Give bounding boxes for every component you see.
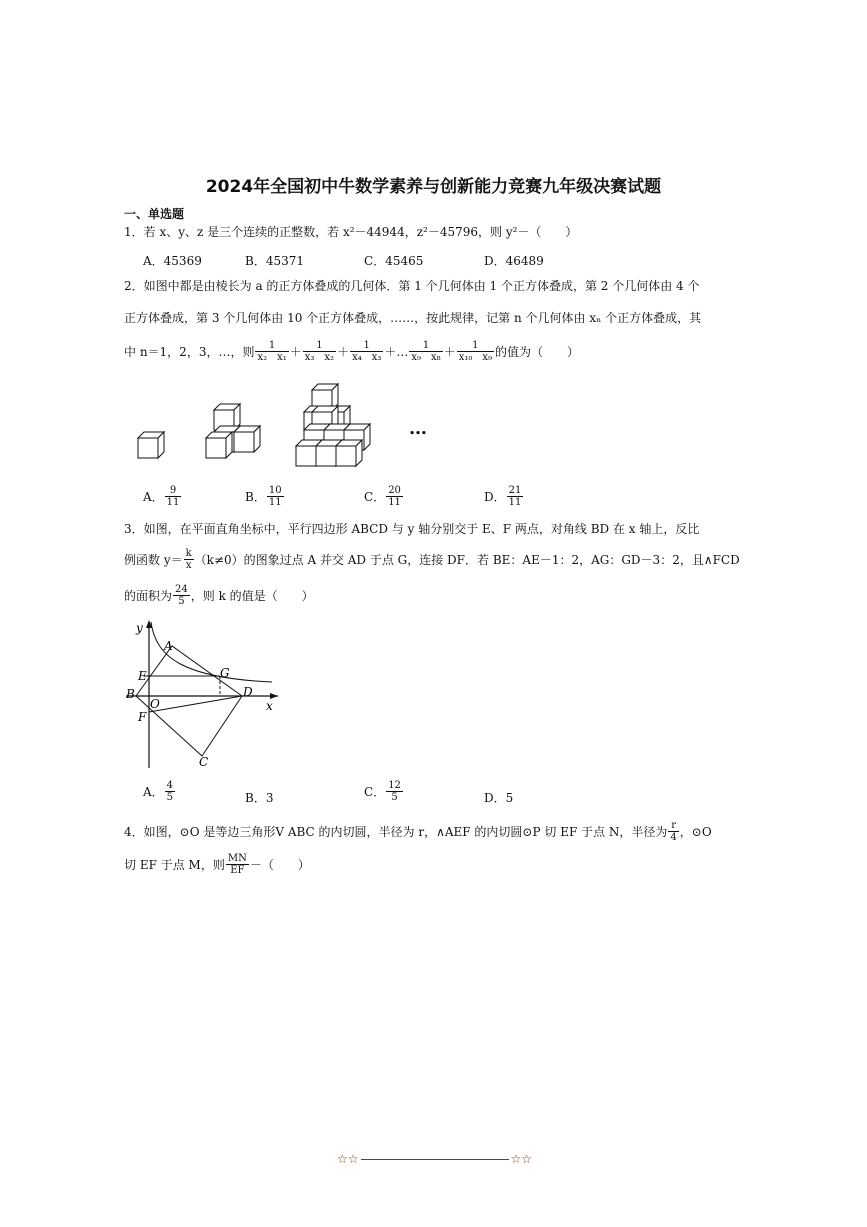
label-o: O (150, 697, 160, 711)
q2-option-b[interactable] (245, 485, 285, 508)
q3-option-b[interactable]: B．3 (245, 791, 274, 805)
cube-stack-1 (138, 432, 164, 458)
r-over-4-fraction: $\frac{r}{4}$ (670, 820, 677, 843)
option-fraction: $\frac{21}{11}$ (508, 485, 522, 508)
label-x: x (266, 699, 273, 713)
label-b: B (126, 687, 135, 701)
sequence-ellipsis: … (409, 418, 428, 439)
sum-term-3: $\frac{1}{\text{x₄ x₃}}$ (352, 340, 382, 363)
q3-text-line-1: 如图，在平面直角坐标中，平行四边形 ABCD 与 y 轴分别交于 E、F 两点，对角线 BD 在 x 轴上，反比 (143, 522, 700, 536)
mn-over-ef-fraction: $\frac{MN}{EF}$ (227, 853, 247, 876)
q3-option-a[interactable] (143, 780, 176, 803)
q3-line3-suffix: ，则 k 的值是（ ） (190, 588, 314, 603)
q3-line2-prefix: 例函数 y＝ (124, 552, 183, 567)
q4-line1-suffix: ，⊙O (679, 824, 712, 839)
option-fraction: $\frac{12}{5}$ (388, 780, 401, 803)
q3-line2-suffix: （k≠0）的图象过点 A 并交 AD 于点 G，连接 DF．若 BE：AE－1：2，AG：GD－3：2，且∧FCD (194, 552, 740, 567)
sum-term-4: $\frac{1}{\text{x₉ x₈}}$ (411, 340, 441, 363)
option-label: B． (245, 490, 266, 504)
label-y: y (136, 621, 143, 635)
q1-number: 1． (124, 225, 144, 239)
label-e: E (138, 669, 147, 683)
q1-option-c[interactable]: C．45465 (364, 254, 424, 268)
label-c: C (199, 755, 209, 769)
q3-line3-prefix: 的面积为 (124, 588, 173, 603)
q3-option-c[interactable] (364, 780, 404, 803)
option-label: A． (143, 785, 164, 799)
label-a: A (164, 639, 173, 653)
section-heading: 一、单选题 (124, 207, 185, 221)
option-fraction: $\frac{10}{11}$ (268, 485, 282, 508)
question-2-line-3 (124, 340, 579, 363)
question-1 (124, 224, 577, 240)
label-g: G (220, 666, 230, 680)
plus-sign: ＋ (443, 344, 456, 359)
q4-line2-prefix: 切 EF 于点 M，则 (124, 857, 225, 872)
plus-ellipsis: ＋… (384, 344, 409, 359)
q1-option-a[interactable]: A．45369 (143, 254, 202, 268)
q2-line3-prefix: 中 n＝1，2，3，…，则 (124, 344, 255, 359)
option-label: C． (364, 785, 386, 799)
area-fraction: $\frac{24}{5}$ (175, 584, 188, 607)
question-3-line-3 (124, 584, 314, 607)
question-2-line-2: 正方体叠成，第 3 个几何体由 10 个正方体叠成，……，按此规律，记第 n 个几何体由 xₙ 个正方体叠成，其 (124, 311, 702, 325)
parallelogram-figure (124, 618, 284, 773)
label-d: D (243, 685, 253, 699)
q1-option-d[interactable]: D．46489 (484, 254, 544, 268)
question-4-line-2 (124, 853, 310, 876)
plus-sign: ＋ (289, 344, 302, 359)
cube-stack-2 (206, 404, 260, 458)
q2-option-a[interactable] (143, 485, 182, 508)
page-title: 2024年全国初中牛数学素养与创新能力竞赛九年级决赛试题 (205, 177, 662, 197)
q4-line2-suffix: －（ ） (249, 857, 310, 872)
q2-line3-suffix: 的值为（ ） (495, 344, 580, 359)
q3-number: 3． (124, 522, 144, 536)
question-3-line-2 (124, 548, 740, 571)
question-4-line-1 (124, 820, 712, 843)
option-label: D． (484, 490, 506, 504)
option-fraction: $\frac{4}{5}$ (166, 780, 174, 803)
label-f: F (138, 710, 147, 724)
question-2-line-1 (124, 278, 699, 294)
plus-sign: ＋ (337, 344, 350, 359)
q1-text: 若 x、y、z 是三个连续的正整数，若 x²－44944，z²－45796，则 y²－（ ） (143, 225, 578, 239)
cube-stack-3 (296, 384, 370, 466)
option-fraction: $\frac{20}{11}$ (388, 485, 401, 508)
k-over-x-fraction: $\frac{k}{x}$ (185, 548, 192, 571)
footer-right-stars: ☆☆ (510, 1152, 533, 1166)
option-label: A． (143, 490, 164, 504)
q2-option-c[interactable] (364, 485, 404, 508)
cube-stacks-figure (130, 380, 430, 475)
question-3-line-1 (124, 521, 699, 537)
q2-option-d[interactable] (484, 485, 524, 508)
q4-line1-prefix: 如图，⊙O 是等边三角形V ABC 的内切圆，半径为 r，∧AEF 的内切圆⊙P 切 EF 于点 N，半径为 (143, 824, 668, 839)
q2-text-line-1: 如图中都是由棱长为 a 的正方体叠成的几何体．第 1 个几何体由 1 个正方体叠成，第 2 个几何体由 4 个 (143, 279, 700, 293)
sum-term-2: $\frac{1}{\text{x₃ x₂}}$ (304, 340, 335, 363)
q3-option-d[interactable]: D．5 (484, 791, 514, 805)
footer-left-stars: ☆☆ (337, 1152, 359, 1166)
q4-number: 4． (124, 824, 144, 839)
footer-rule (361, 1159, 509, 1160)
sum-term-1: $\frac{1}{\text{x₂ x₁}}$ (257, 340, 287, 363)
page-footer (337, 1152, 532, 1166)
sum-term-5: $\frac{1}{\text{x₁₀ x₉}}$ (458, 340, 493, 363)
option-fraction: $\frac{9}{11}$ (166, 485, 180, 508)
q1-option-b[interactable]: B．45371 (245, 254, 304, 268)
q2-number: 2． (124, 279, 144, 293)
option-label: C． (364, 490, 386, 504)
